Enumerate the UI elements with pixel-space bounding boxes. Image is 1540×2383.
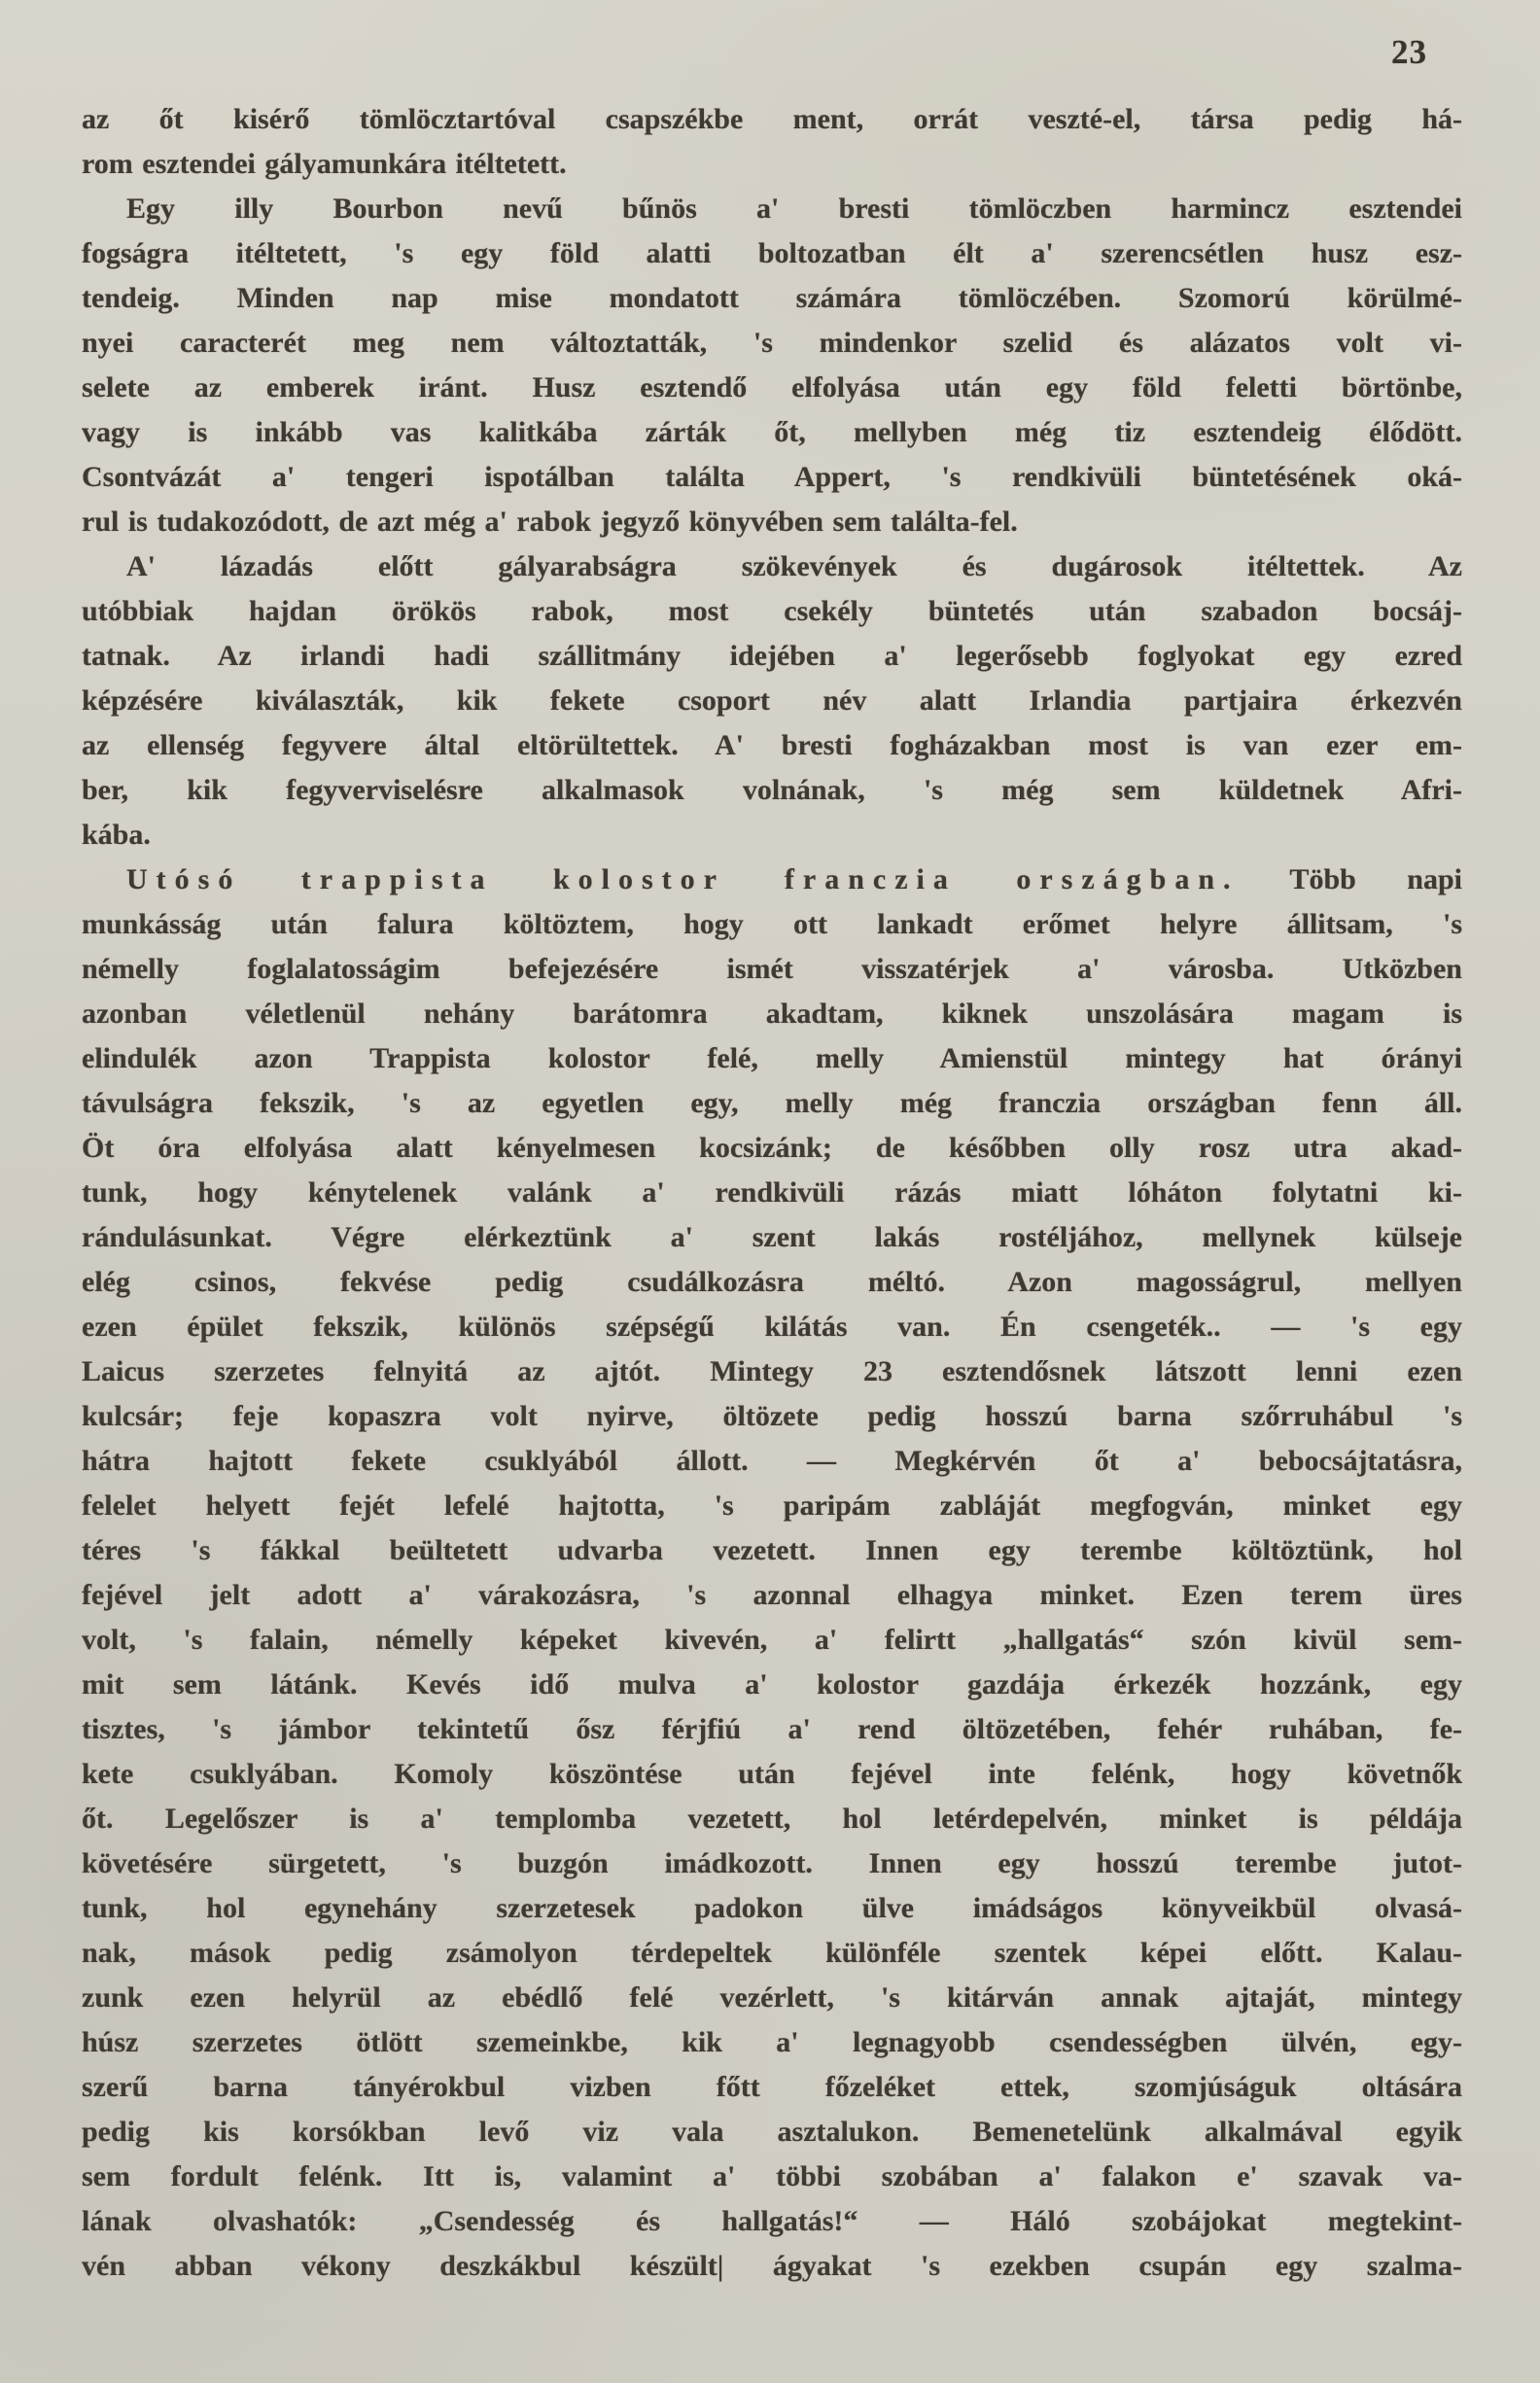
text-line: elég csinos, fekvése pedig csudálkozásra méltó. Azon magosságrul, mellyen [82, 1266, 1462, 1298]
text-line: vén abban vékony deszkákbul készült| ágyakat 's ezekben csupán egy szalma- [82, 2250, 1462, 2282]
text-line: Csontvázát a' tengeri ispotálban találta Appert, 's rendkivüli büntetésének oká- [82, 461, 1462, 493]
text-line: őt. Legelőszer is a' templomba vezetett, hol letérdepelvén, minket is példája [82, 1803, 1462, 1835]
text-line: fejével jelt adott a' várakozásra, 's azonnal elhagya minket. Ezen terem üres [82, 1579, 1462, 1611]
text-line: volt, 's falain, némelly képeket kivevén, a' felirtt „hallgatás“ szón kivül sem- [82, 1624, 1462, 1656]
text-line: nak, mások pedig zsámolyon térdepeltek különféle szentek képei előtt. Kalau- [82, 1937, 1462, 1969]
text-line: munkásság után falura költöztem, hogy ott lankadt erőmet helyre állitsam, 's [82, 908, 1462, 940]
text-line: tatnak. Az irlandi hadi szállitmány idejében a' legerősebb foglyokat egy ezred [82, 640, 1462, 672]
text-line: szerű barna tányérokbul vizben főtt főzeléket ettek, szomjúságuk oltására [82, 2071, 1462, 2103]
page-number: 23 [1391, 33, 1427, 71]
text-line-section-heading [82, 858, 1462, 902]
text-line: képzésére kiválaszták, kik fekete csoport név alatt Irlandia partjaira érkezvén [82, 684, 1462, 717]
text-line: hátra hajtott fekete csuklyából állott. — Megkérvén őt a' bebocsájtatásra, [82, 1445, 1462, 1477]
text-line: felelet helyett fejét lefelé hajtotta, 's paripám zabláját megfogván, minket egy [82, 1489, 1462, 1522]
text-line: utóbbiak hajdan örökös rabok, most csekély büntetés után szabadon bocsáj- [82, 595, 1462, 627]
text-line: az ellenség fegyvere által eltörültettek. A' bresti fogházakban most is van ezer em- [82, 729, 1462, 761]
text-block [82, 97, 1462, 2289]
text-line: fogságra itéltetett, 's egy föld alatti boltozatban élt a' szerencsétlen husz esz- [82, 237, 1462, 269]
text-line: elindulék azon Trappista kolostor felé, melly Amienstül mintegy hat órányi [82, 1042, 1462, 1074]
text-line: zunk ezen helyrül az ebédlő felé vezérlett, 's kitárván annak ajtaját, mintegy [82, 1981, 1462, 2014]
text-line: az őt kisérő tömlöcztartóval csapszékbe ment, orrát veszté-el, társa pedig há- [82, 103, 1462, 135]
text-line: sem fordult felénk. Itt is, valamint a' többi szobában a' falakon e' szavak va- [82, 2160, 1462, 2192]
text-line: Öt óra elfolyása alatt kényelmesen kocsizánk; de későbben olly rosz utra akad- [82, 1132, 1462, 1164]
text-line: tunk, hogy kénytelenek valánk a' rendkivüli rázás miatt lóháton folytatni ki- [82, 1176, 1462, 1209]
text-line: mit sem látánk. Kevés idő mulva a' kolostor gazdája érkezék hozzánk, egy [82, 1668, 1462, 1700]
text-line: ezen épület fekszik, különös szépségű kilátás van. Én csengeték.. — 's egy [82, 1311, 1462, 1343]
text-line: Laicus szerzetes felnyitá az ajtót. Mintegy 23 esztendősnek látszott lenni ezen [82, 1355, 1462, 1387]
text-line: vagy is inkább vas kalitkába zárták őt, mellyben még tiz esztendeig élődött. [82, 416, 1462, 448]
text-line: távulságra fekszik, 's az egyetlen egy, melly még franczia országban fenn áll. [82, 1087, 1462, 1119]
section-heading: Utósó trappista kolostor franczia országban. [126, 863, 1240, 895]
text-line: kulcsár; feje kopaszra volt nyirve, öltözete pedig hosszú barna szőrruhábul 's [82, 1400, 1462, 1432]
text-line: kába. [82, 819, 151, 851]
text-line: selete az emberek iránt. Husz esztendő elfolyása után egy föld feletti börtönbe, [82, 371, 1462, 403]
text-line: tisztes, 's jámbor tekintetű ősz férjfiú a' rend öltözetében, fehér ruhában, fe- [82, 1713, 1462, 1745]
text-line: nyei caracterét meg nem változtatták, 's mindenkor szelid és alázatos volt vi- [82, 327, 1462, 359]
text-line: rul is tudakozódott, de azt még a' rabok jegyző könyvében sem találta-fel. [82, 506, 1018, 538]
text-line: rándulásunkat. Végre elérkeztünk a' szent lakás rostéljához, mellynek külseje [82, 1221, 1462, 1253]
text-line: A' lázadás előtt gályarabságra szökevények és dugárosok itéltettek. Az [126, 550, 1462, 582]
text-line: tendeig. Minden nap mise mondatott számára tömlöczében. Szomorú körülmé- [82, 282, 1462, 314]
text-line: azonban véletlenül nehány barátomra akadtam, kiknek unszolására magam is [82, 998, 1462, 1030]
text-line: pedig kis korsókban levő viz vala asztalukon. Bemenetelünk alkalmával egyik [82, 2116, 1462, 2148]
text-line: húsz szerzetes ötlött szemeinkbe, kik a' legnagyobb csendességben ülvén, egy- [82, 2026, 1462, 2058]
text-line: némelly foglalatosságim befejezésére ismét visszatérjek a' városba. Utközben [82, 953, 1462, 985]
text-line: téres 's fákkal beültetett udvarba vezetett. Innen egy terembe költöztünk, hol [82, 1534, 1462, 1566]
text-line: ber, kik fegyverviselésre alkalmasok volnának, 's még sem küldetnek Afri- [82, 774, 1462, 806]
text-line: kete csuklyában. Komoly köszöntése után fejével inte felénk, hogy követnők [82, 1758, 1462, 1790]
section-heading-continuation: Több napi [1239, 863, 1462, 895]
text-line: Egy illy Bourbon nevű bűnös a' bresti tömlöczben harmincz esztendei [126, 193, 1462, 225]
text-line: követésére sürgetett, 's buzgón imádkozott. Innen egy hosszú terembe jutot- [82, 1847, 1462, 1879]
text-line: tunk, hol egynehány szerzetesek padokon ülve imádságos könyveikbül olvasá- [82, 1892, 1462, 1924]
text-line: rom esztendei gályamunkára itéltetett. [82, 148, 567, 180]
text-line: lának olvashatók: „Csendesség és hallgatás!“ — Háló szobájokat megtekint- [82, 2205, 1462, 2237]
